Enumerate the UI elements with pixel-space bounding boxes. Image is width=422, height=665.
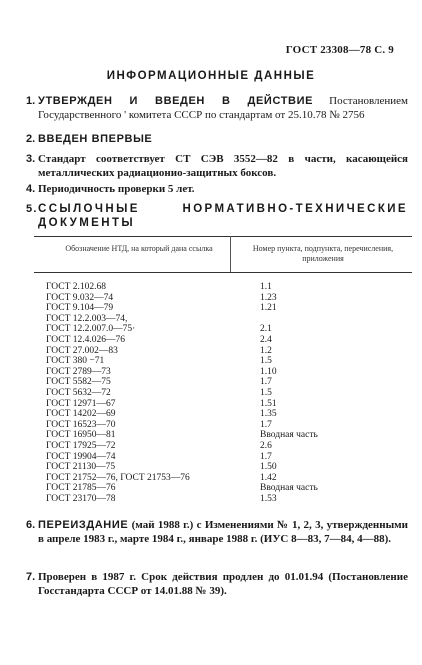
table-cell-reference: 2.6 <box>260 440 272 451</box>
table-row <box>46 430 416 441</box>
info-item-4 <box>26 182 408 196</box>
info-item-3 <box>26 152 408 180</box>
item-caps: ВВЕДЕН ВПЕРВЫЕ <box>38 133 153 145</box>
item-text: Периодичность проверки 5 лет. <box>38 183 195 195</box>
table-row <box>46 367 416 378</box>
table-cell-reference: 1.23 <box>260 292 277 303</box>
item-number: 5. <box>26 203 38 215</box>
item-text: Стандарт соответствует СТ СЭВ 3552—82 в части, касающейся металлических радиационио-защитных боксов. <box>38 153 408 179</box>
table-cell-document: ГОСТ 9.032—74 <box>46 292 114 303</box>
table-column-divider <box>230 236 231 272</box>
item-caps: ПЕРЕИЗДАНИЕ <box>38 519 129 531</box>
item-number: 1. <box>26 95 36 107</box>
item-body <box>38 132 408 146</box>
item-text: (май 1988 г.) с Изменениями № 1, 2, 3, утвержденными в апреле 1983 г., марте 1984 г., январе 1988 г. (ИУС 8—83, 7—84, 4—88). <box>38 519 408 545</box>
reference-table-body <box>46 282 416 504</box>
info-item-6 <box>26 518 408 546</box>
table-cell-document: ГОСТ 380 −71 <box>46 356 105 367</box>
item-text: Проверен в 1987 г. Срок действия продлен до 01.01.94 (Постановление Госстандарта СССР от 14.01.88 № 39). <box>38 571 408 597</box>
table-cell-document: ГОСТ 12.2.007.0—75· <box>46 324 136 335</box>
table-cell-reference: 1.5 <box>260 387 272 398</box>
table-row <box>46 441 416 452</box>
item-number: 7. <box>26 571 36 583</box>
table-cell-reference: 1.42 <box>260 472 277 483</box>
table-cell-document: ГОСТ 27.002—83 <box>46 345 118 356</box>
table-cell-document: ГОСТ 5632—72 <box>46 387 111 398</box>
table-row <box>46 282 416 293</box>
table-cell-document: ГОСТ 19904—74 <box>46 451 116 462</box>
table-cell-document: ГОСТ 16523—70 <box>46 419 116 430</box>
table-cell-reference: 1.10 <box>260 366 277 377</box>
table-row <box>46 293 416 304</box>
table-cell-reference: Вводная часть <box>260 430 318 441</box>
table-row <box>46 462 416 473</box>
table-row <box>46 356 416 367</box>
table-row <box>46 409 416 420</box>
table-row <box>46 399 416 410</box>
table-cell-reference: 1.51 <box>260 398 277 409</box>
table-cell-reference: 1.35 <box>260 409 277 420</box>
info-item-5 <box>26 202 408 230</box>
table-row <box>46 335 416 346</box>
info-item-1 <box>26 94 409 122</box>
table-cell-document: ГОСТ 21752—76, ГОСТ 21753—76 <box>46 472 190 483</box>
table-cell-document: ГОСТ 17925—72 <box>46 440 116 451</box>
table-cell-reference: 2.4 <box>260 334 272 345</box>
table-row <box>46 483 416 494</box>
table-cell-reference: 1.2 <box>260 345 272 356</box>
table-cell-reference: 1.53 <box>260 493 277 504</box>
info-item-7 <box>26 570 408 598</box>
table-cell-document: ГОСТ 2789—73 <box>46 366 111 377</box>
table-cell-reference: Вводная часть <box>260 483 318 494</box>
page-header-code: ГОСТ 23308—78 С. 9 <box>285 44 394 56</box>
table-cell-document: ГОСТ 16950—81 <box>46 430 116 441</box>
table-cell-reference: 1.7 <box>260 419 272 430</box>
info-item-2 <box>26 132 408 146</box>
table-cell-reference: 1.1 <box>260 282 272 292</box>
item-caps: УТВЕРЖДЕН И ВВЕДЕН В ДЕЙСТВИЕ <box>38 95 314 107</box>
table-header-rule <box>34 272 412 273</box>
table-cell-reference: 1.7 <box>260 451 272 462</box>
table-cell-document: ГОСТ 2.102.68 <box>46 282 106 292</box>
table-cell-reference: 1.7 <box>260 377 272 388</box>
table-row <box>46 452 416 463</box>
table-row <box>46 377 416 388</box>
table-cell-document: ГОСТ 14202—69 <box>46 409 116 420</box>
table-row <box>46 494 416 505</box>
item-number: 4. <box>26 183 36 195</box>
item-number: 2. <box>26 133 36 145</box>
table-top-rule <box>34 236 412 237</box>
item-body <box>38 518 408 546</box>
item-number: 6. <box>26 519 36 531</box>
table-row <box>46 314 416 325</box>
item-text: Постановлением Государственного ' комитета СССР по стандартам от 25.10.78 № 2756 <box>38 95 409 121</box>
table-cell-document: ГОСТ 12.2.003—74, <box>46 313 128 324</box>
table-row <box>46 324 416 335</box>
table-cell-document: ГОСТ 5582—75 <box>46 377 111 388</box>
item-caps: ССЫЛОЧНЫЕ НОРМАТИВНО-ТЕХНИЧЕСКИЕ ДОКУМЕНТЫ <box>38 203 408 229</box>
table-header-reference: Номер пункта, подпункта, перечисления, приложения <box>252 244 394 263</box>
table-cell-document: ГОСТ 21785—76 <box>46 483 116 494</box>
table-cell-reference: 1.21 <box>260 303 277 314</box>
page-title: ИНФОРМАЦИОННЫЕ ДАННЫЕ <box>106 70 316 82</box>
table-cell-document: ГОСТ 12971—67 <box>46 398 116 409</box>
item-body <box>38 202 408 230</box>
table-row <box>46 388 416 399</box>
table-row <box>46 346 416 357</box>
item-number: 3. <box>26 153 36 165</box>
table-cell-document: ГОСТ 23170—78 <box>46 493 116 504</box>
table-cell-reference: 2.1 <box>260 324 272 335</box>
table-row <box>46 473 416 484</box>
table-cell-reference: 1.5 <box>260 356 272 367</box>
table-cell-document: ГОСТ 9.104—79 <box>46 303 114 314</box>
table-row <box>46 420 416 431</box>
table-cell-document: ГОСТ 21130—75 <box>46 462 116 473</box>
table-header-document: Обозначение НТД, на который дана ссылка <box>65 244 213 253</box>
table-cell-document: ГОСТ 12.4.026—76 <box>46 334 125 345</box>
table-cell-reference: 1.50 <box>260 462 277 473</box>
item-body <box>38 94 408 122</box>
table-row <box>46 303 416 314</box>
